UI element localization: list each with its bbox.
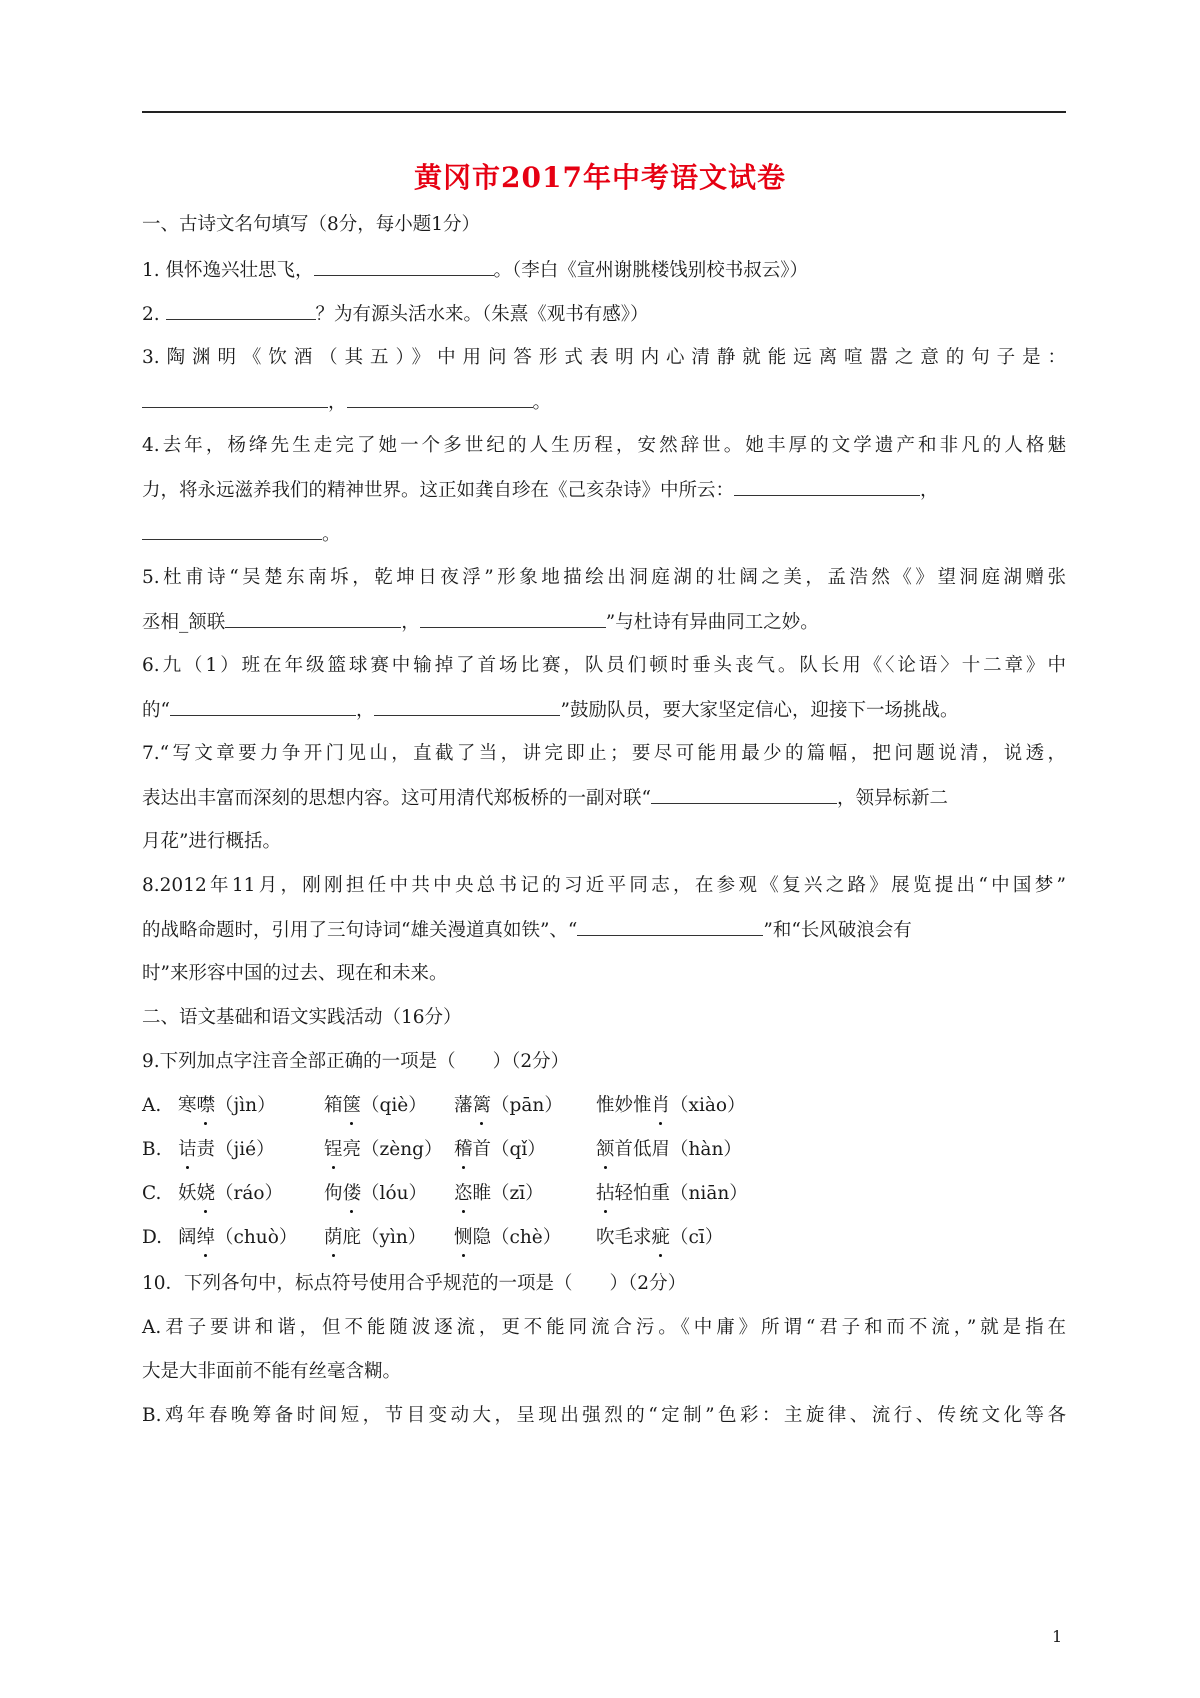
answer-blank[interactable] <box>142 389 328 408</box>
emphasis-char: 恻 <box>454 1225 473 1251</box>
section2-heading: 二、语文基础和语文实践活动（16分） <box>142 1007 462 1028</box>
answer-blank[interactable] <box>420 609 606 628</box>
q8-text-post: ”和“长风破浪会有 <box>763 920 912 941</box>
emphasis-char: 锃 <box>324 1137 343 1163</box>
option-item: 妖娆（ráo） <box>178 1181 324 1207</box>
option-item: 佝偻（lóu） <box>324 1181 454 1207</box>
option-label: D. <box>142 1227 163 1248</box>
q8-text-pre: 的战略命题时，引用了三句诗词“雄关漫道真如铁”、“ <box>142 920 578 941</box>
question-2 <box>142 301 649 328</box>
question-7-line1: 7.“写文章要力争开门见山，直截了当，讲完即止；要尽可能用最少的篇幅，把问题说清，说透， <box>142 743 1066 764</box>
q5-text-post: ”与杜诗有异曲同工之妙。 <box>605 612 819 633</box>
emphasis-char: 偻 <box>343 1181 362 1207</box>
page-number: 1 <box>1052 1627 1063 1646</box>
question-8-line3: 时”来形容中国的过去、现在和未来。 <box>142 963 448 984</box>
q6-text-post: ”鼓励队员，要大家坚定信心，迎接下一场挑战。 <box>560 700 959 721</box>
answer-blank[interactable] <box>347 389 533 408</box>
q6-sep: ， <box>355 700 375 721</box>
answer-blank[interactable] <box>142 521 322 540</box>
q2-text-post: ？为有源头活水来。（朱熹《观书有感》） <box>315 304 649 325</box>
question-1 <box>142 257 808 284</box>
q9-option-c <box>142 1181 748 1207</box>
option-item: 拈轻怕重（niān） <box>596 1181 748 1207</box>
answer-blank[interactable] <box>170 697 356 716</box>
emphasis-char: 绰 <box>197 1225 216 1251</box>
question-10-stem: 10．下列各句中，标点符号使用合乎规范的一项是（ ）（2分） <box>142 1273 687 1294</box>
q7-text-post: ，领异标新二 <box>836 788 948 809</box>
option-item: 惟妙惟肖（xiào） <box>596 1093 746 1119</box>
section1-heading: 一、古诗文名句填写（8分，每小题1分） <box>142 214 481 235</box>
option-item: 阔绰（chuò） <box>178 1225 324 1251</box>
question-4-line3 <box>142 521 341 548</box>
answer-blank[interactable] <box>374 697 560 716</box>
question-6-line2 <box>142 697 958 724</box>
option-label: B. <box>142 1139 162 1160</box>
option-item: 吹毛求疵（cī） <box>596 1225 723 1251</box>
q5-sep: ， <box>401 612 420 633</box>
q6-text-pre: 的“ <box>142 700 170 721</box>
q10-option-a-line2: 大是大非面前不能有丝毫含糊。 <box>142 1361 402 1382</box>
q4-text: 力，将永远滋养我们的精神世界。这正如龚自珍在《己亥杂诗》中所云： <box>142 480 735 501</box>
emphasis-char: 箧 <box>343 1093 362 1119</box>
q5-text-pre: 丞相_颔联 <box>142 612 226 633</box>
exam-title: 黄冈市2017年中考语文试卷 <box>414 161 786 194</box>
option-item: 箱箧（qiè） <box>324 1093 454 1119</box>
emphasis-char: 娆 <box>197 1181 216 1207</box>
q7-text-pre: 表达出丰富而深刻的思想内容。这可用清代郑板桥的一副对联“ <box>142 788 651 809</box>
emphasis-char: 拈 <box>596 1181 615 1207</box>
emphasis-char: 恣 <box>454 1181 473 1207</box>
option-item: 恣睢（zī） <box>454 1181 596 1207</box>
emphasis-char: 疵 <box>652 1225 671 1251</box>
question-8-line1: 8.2012年11月，刚刚担任中共中央总书记的习近平同志，在参观《复兴之路》展览提出“中国梦” <box>142 875 1066 896</box>
question-3-line2 <box>142 389 551 416</box>
emphasis-char: 篱 <box>473 1093 492 1119</box>
emphasis-char: 诘 <box>178 1137 197 1163</box>
option-label: A. <box>142 1095 162 1116</box>
q1-text-post: 。（李白《宣州谢朓楼饯别校书叔云》） <box>493 260 809 281</box>
question-4-line1: 4.去年，杨绛先生走完了她一个多世纪的人生历程，安然辞世。她丰厚的文学遗产和非凡的人格魅 <box>142 435 1066 456</box>
option-item: 藩篱（pān） <box>454 1093 596 1119</box>
option-item: 诘责（jié） <box>178 1137 324 1163</box>
question-3-line1: 3.陶渊明《饮酒（其五）》中用问答形式表明内心清静就能远离喧嚣之意的句子是： <box>142 347 1066 368</box>
header-rule <box>142 111 1066 113</box>
answer-blank[interactable] <box>314 257 494 276</box>
answer-blank[interactable] <box>166 301 316 320</box>
option-item: 恻隐（chè） <box>454 1225 596 1251</box>
answer-blank[interactable] <box>577 917 763 936</box>
option-item: 荫庇（yìn） <box>324 1225 454 1251</box>
option-item: 稽首（qǐ） <box>454 1137 596 1163</box>
answer-blank[interactable] <box>734 477 920 496</box>
option-item: 锃亮（zèng） <box>324 1137 454 1163</box>
question-5-line1: 5.杜甫诗“吴楚东南坼，乾坤日夜浮”形象地描绘出洞庭湖的壮阔之美，孟浩然《》望洞庭湖赠张 <box>142 567 1066 588</box>
emphasis-char: 颔 <box>596 1137 615 1163</box>
emphasis-char: 肖 <box>652 1093 671 1119</box>
option-label: C. <box>142 1183 162 1204</box>
question-5-line2 <box>142 609 819 636</box>
q10-option-a-line1: A.君子要讲和谐，但不能随波逐流，更不能同流合污。《中庸》所谓“君子和而不流，”就是指在 <box>142 1317 1066 1338</box>
q4-end: 。 <box>322 524 341 545</box>
option-item: 寒噤（jìn） <box>178 1093 324 1119</box>
q9-option-d <box>142 1225 723 1251</box>
emphasis-char: 噤 <box>197 1093 216 1119</box>
answer-blank[interactable] <box>225 609 401 628</box>
question-4-line2 <box>142 477 939 504</box>
q1-text-pre: 1. 俱怀逸兴壮思飞， <box>142 260 314 281</box>
answer-blank[interactable] <box>651 785 837 804</box>
q4-comma: ， <box>920 480 939 501</box>
question-9-stem: 9.下列加点字注音全部正确的一项是（ ）（2分） <box>142 1051 570 1072</box>
question-6-line1: 6.九（1）班在年级篮球赛中输掉了首场比赛，队员们顿时垂头丧气。队长用《〈论语〉十二章》中 <box>142 655 1066 676</box>
question-7-line2 <box>142 785 948 812</box>
emphasis-char: 荫 <box>324 1225 343 1251</box>
question-7-line3: 月花”进行概括。 <box>142 831 281 852</box>
option-item: 颔首低眉（hàn） <box>596 1137 742 1163</box>
question-8-line2 <box>142 917 912 944</box>
q3-sep: ， <box>328 392 347 413</box>
q10-option-b-line1: B.鸡年春晚筹备时间短，节目变动大，呈现出强烈的“定制”色彩：主旋律、流行、传统文化等各 <box>142 1405 1066 1426</box>
q9-option-a <box>142 1093 746 1119</box>
q3-end: 。 <box>532 392 552 413</box>
q2-text-pre: 2. <box>142 304 166 325</box>
q9-option-b <box>142 1137 742 1163</box>
emphasis-char: 稽 <box>454 1137 473 1163</box>
